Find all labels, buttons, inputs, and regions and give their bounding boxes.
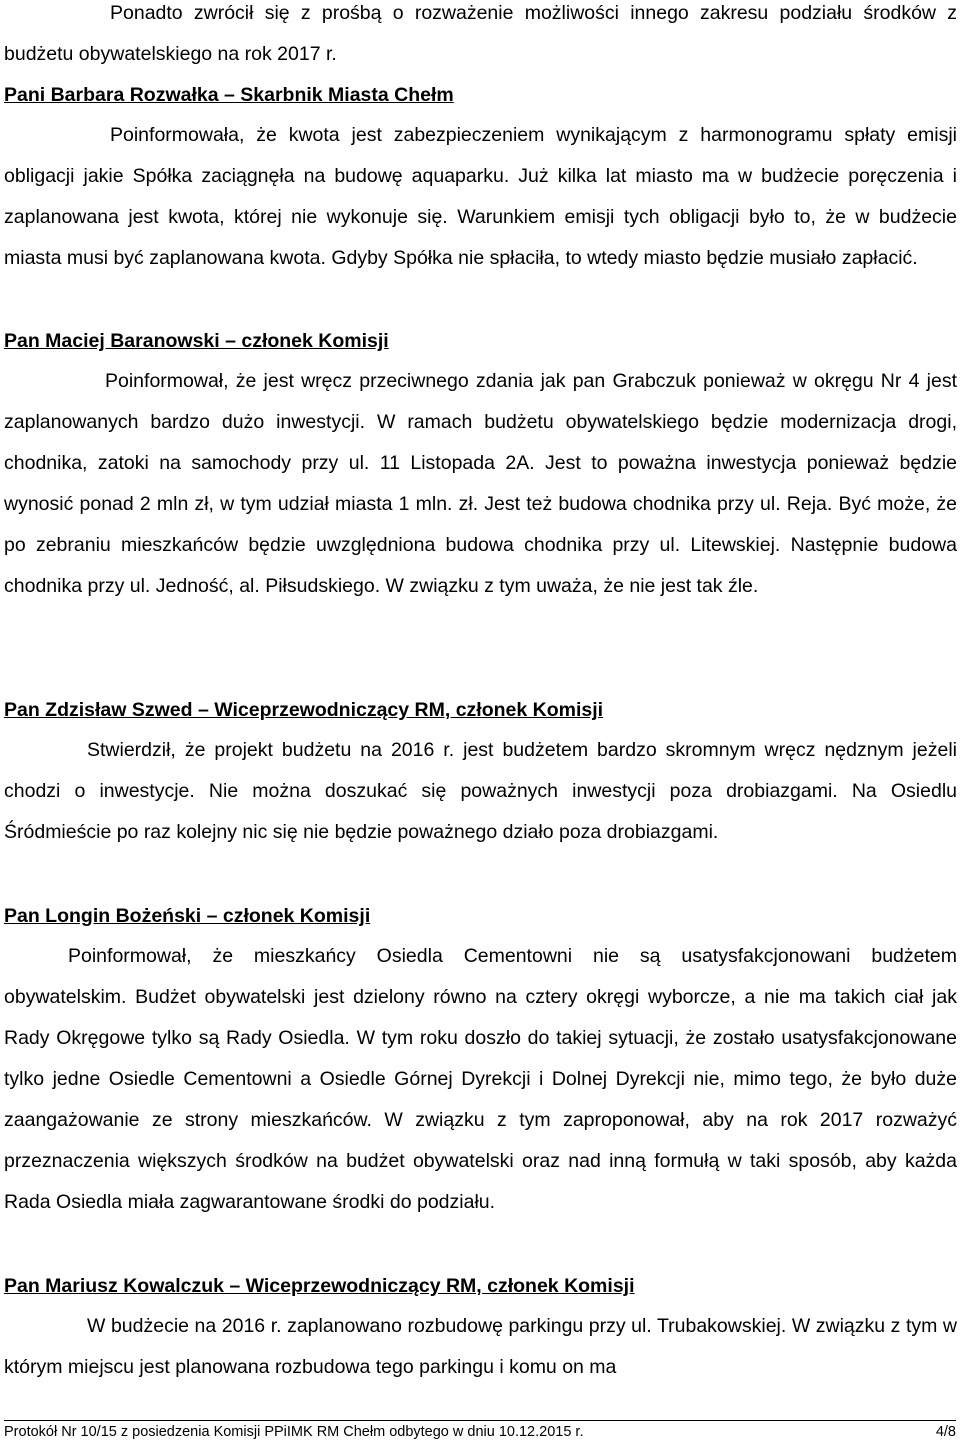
speaker-heading-1: Pani Barbara Rozwałka – Skarbnik Miasta Chełm xyxy=(4,84,454,106)
paragraph-2-text: Poinformowała, że kwota jest zabezpieczeniem wynikającym z harmonogramu spłaty emisji obligacji jakie Spółka zaciągnęła na budowę aquaparku. Już kilka lat miasto ma w budżecie poręczenia i zaplanowana jest kwota, której nie wykonuje się. Warunkiem emisji tych obligacji było to, że w budżecie miasta musi być zaplanowana kwota. Gdyby Spółka nie spłaciła, to wtedy miasto będzie musiało zapłacić. xyxy=(4,124,957,269)
paragraph-5 xyxy=(4,936,957,1223)
paragraph-4-text: Stwierdził, że projekt budżetu na 2016 r. jest budżetem bardzo skromnym wręcz nędznym jeżeli chodzi o inwestycje. Nie można doszukać się poważnych inwestycji poza drobiazgami. Na Osiedlu Śródmieście po raz kolejny nic się nie będzie poważnego działo poza drobiazgami. xyxy=(4,739,957,843)
page-number: 4/8 xyxy=(935,1424,956,1440)
paragraph-6 xyxy=(4,1306,957,1388)
speaker-heading-5: Pan Mariusz Kowalczuk – Wiceprzewodniczący RM, członek Komisji xyxy=(4,1275,635,1297)
paragraph-1-text: Ponadto zwrócił się z prośbą o rozważenie możliwości innego zakresu podziału środków z budżetu obywatelskiego na rok 2017 r. xyxy=(4,2,957,65)
speaker-heading-3: Pan Zdzisław Szwed – Wiceprzewodniczący RM, członek Komisji xyxy=(4,699,604,721)
paragraph-5-text: Poinformował, że mieszkańcy Osiedla Cementowni nie są usatysfakcjonowani budżetem obywatelskim. Budżet obywatelski jest dzielony równo na cztery okręgi wyborcze, a nie ma takich ciał jak Rady Okręgowe tylko są Rady Osiedla. W tym roku doszło do takiej sytuacji, że zostało usatysfakcjonowane tylko jedne Osiedle Cementowni a Osiedle Górnej Dyrekcji i Dolnej Dyrekcji nie, mimo tego, że było duże zaangażowanie ze strony mieszkańców. W związku z tym zaproponował, aby na rok 2017 rozważyć przeznaczenia większych środków na budżet obywatelski oraz nad inną formułą w taki sposób, aby każda Rada Osiedla miała zagwarantowane środki do podziału. xyxy=(4,945,957,1213)
paragraph-3-text: Poinformował, że jest wręcz przeciwnego zdania jak pan Grabczuk ponieważ w okręgu Nr 4 jest zaplanowanych bardzo dużo inwestycji. W ramach budżetu obywatelskiego będzie modernizacja drogi, chodnika, zatoki na samochody przy ul. 11 Listopada 2A. Jest to poważna inwestycja ponieważ będzie wynosić ponad 2 mln zł, w tym udział miasta 1 mln. zł. Jest też budowa chodnika przy ul. Reja. Być może, że po zebraniu mieszkańców będzie uwzględniona budowa chodnika przy ul. Litewskiej. Następnie budowa chodnika przy ul. Jedność, al. Piłsudskiego. W związku z tym uważa, że nie jest tak źle. xyxy=(4,370,957,597)
speaker-heading-2: Pan Maciej Baranowski – członek Komisji xyxy=(4,330,389,352)
paragraph-3 xyxy=(4,361,957,607)
paragraph-2 xyxy=(4,115,957,279)
speaker-heading-4: Pan Longin Bożeński – członek Komisji xyxy=(4,905,371,927)
paragraph-1 xyxy=(4,0,957,75)
footer-text: Protokół Nr 10/15 z posiedzenia Komisji PPiIMK RM Chełm odbytego w dniu 10.12.2015 r. xyxy=(4,1424,584,1440)
paragraph-4 xyxy=(4,730,957,853)
page-footer xyxy=(4,1420,956,1441)
paragraph-6-text: W budżecie na 2016 r. zaplanowano rozbudowę parkingu przy ul. Trubakowskiej. W związku z tym w którym miejscu jest planowana rozbudowa tego parkingu i komu on ma xyxy=(4,1315,957,1378)
